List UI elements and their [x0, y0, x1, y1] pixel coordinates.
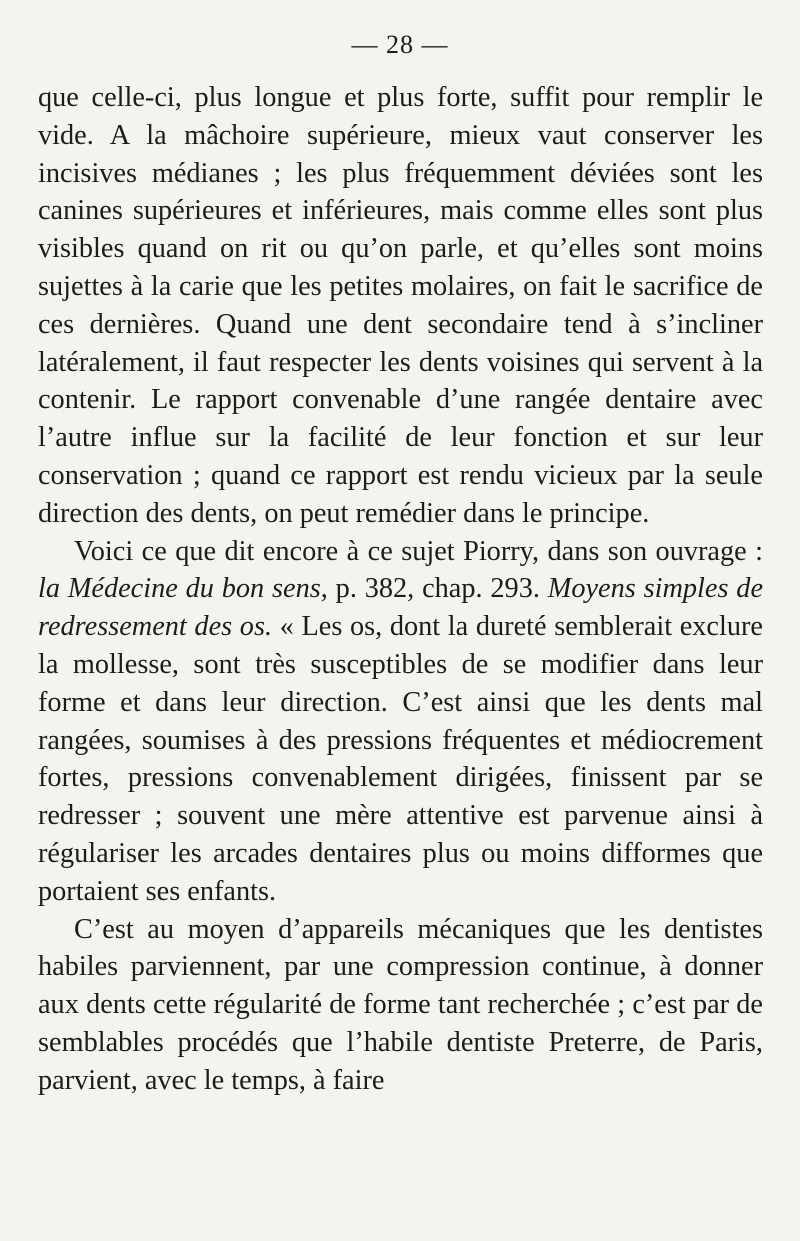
paragraph-dentists: C’est au moyen d’appareils mécaniques que les dentistes habiles parviennent, par une compression continue, à donner aux dents cette régularité de forme tant recherchée ; c’est par de semblables procédés que l’habile dentiste Preterre, de Paris, parvient, avec le temps, à faire — [38, 913, 763, 1096]
book-title: la Médecine du bon sens — [38, 573, 321, 605]
page-number: — 28 — — [351, 30, 449, 59]
book-reference: , p. 382, chap. 293. — [320, 573, 548, 605]
chapter-title: Moyens simples de redressement des os. — [38, 573, 764, 643]
quotation: « Les os, dont la dureté semblerait exclure la mollesse, sont très susceptibles de se modifier dans leur forme et dans leur direction. C’est ainsi que les dents mal rangées, soumises à des pressions fréquentes et médiocrement fortes, pressions convenablement dirigées, finissent par se redresser ; souvent une mère attentive est parvenue ainsi à régulariser les arcades dentaires plus ou moins difformes que portaient ses enfants. — [38, 611, 763, 907]
body-text — [38, 79, 763, 1100]
paragraph-intro: Voici ce que dit encore à ce sujet Piorry, dans son ouvrage : — [74, 535, 763, 567]
paragraph-continued: que celle-ci, plus longue et plus forte, suffit pour remplir le vide. A la mâchoire supérieure, mieux vaut conserver les incisives médianes ; les plus fréquemment déviées sont les canines supérieures et inférieures, mais comme elles sont plus visibles quand on rit ou qu’on parle, et qu’elles sont moins sujettes à la carie que les petites molaires, on fait le sacrifice de ces dernières. Quand une dent secondaire tend à s’incliner latéralement, il faut respecter les dents voisines qui servent à la contenir. Le rapport convenable d’une rangée dentaire avec l’autre influe sur la facilité de leur fonction et sur leur conservation ; quand ce rapport est rendu vicieux par la seule direction des dents, on peut remédier dans le principe. — [38, 82, 763, 529]
paragraph-piorry-quote — [38, 533, 763, 911]
